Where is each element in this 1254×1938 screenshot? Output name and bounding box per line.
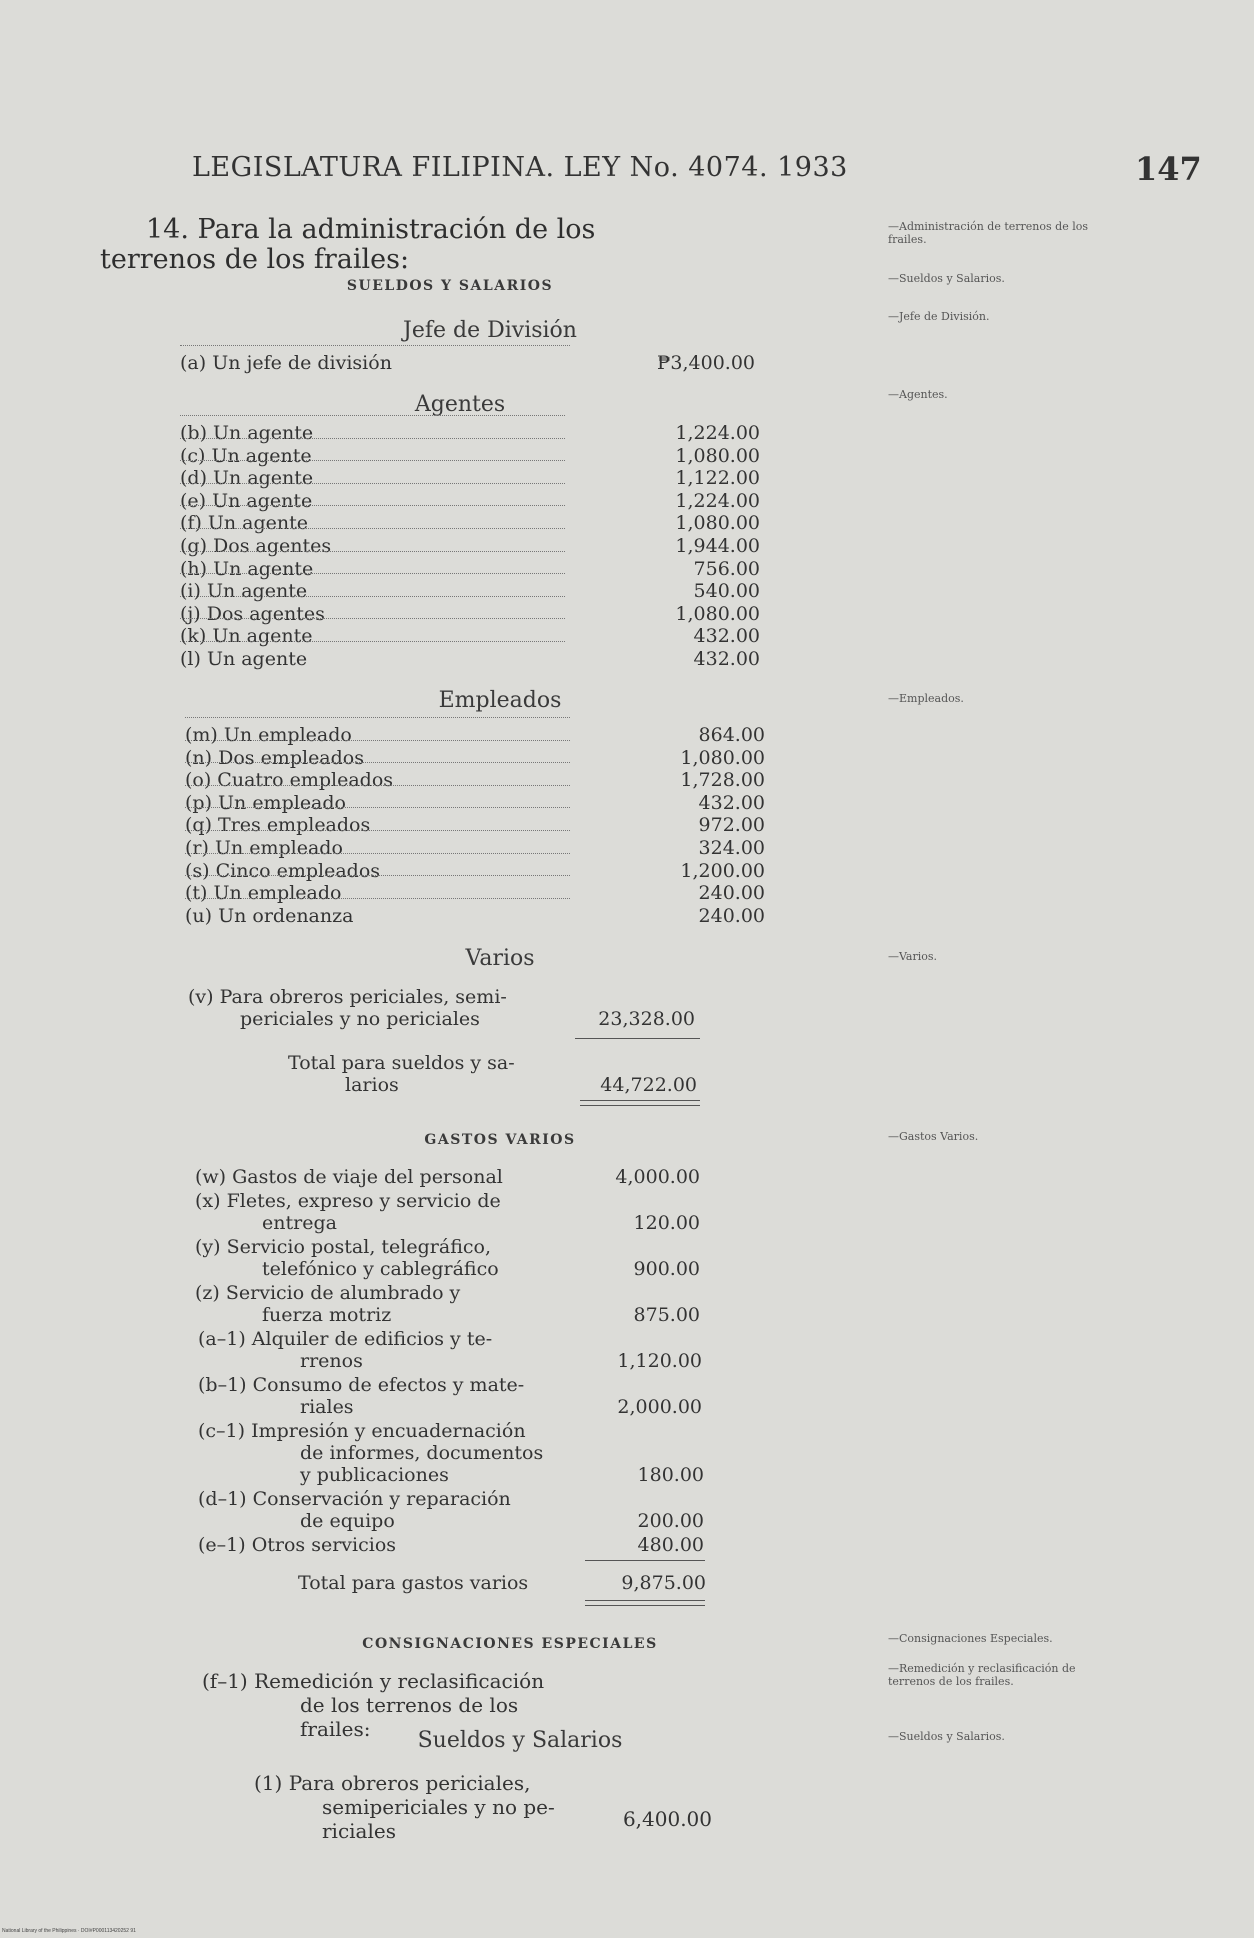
gastos-total-rule (585, 1560, 705, 1561)
gasto-c1-line1: (c–1) Impresión y encuadernación (198, 1420, 526, 1442)
line-item-label: (j) Dos agentes (180, 603, 329, 625)
leader-dots (180, 483, 565, 484)
heading-jefe: Jefe de División (403, 318, 577, 343)
line-item-amount: 240.00 (698, 904, 765, 927)
gasto-z-line1: (z) Servicio de alumbrado y (195, 1282, 461, 1304)
line-item-amount: 1,080.00 (680, 746, 765, 769)
gasto-x-amount: 120.00 (633, 1212, 700, 1234)
line-item-label: (i) Un agente (180, 580, 311, 602)
line-item-amount: 432.00 (693, 625, 760, 648)
margin-note-2: —Sueldos y Salarios. (888, 272, 1005, 285)
gasto-a1-line2: rrenos (300, 1350, 363, 1372)
total-gastos-label: Total para gastos varios (298, 1572, 529, 1594)
line-item-amount: 972.00 (698, 814, 765, 837)
line-item-amount: 1,080.00 (675, 512, 760, 535)
line-item-label: (f) Un agente (180, 512, 312, 534)
item1-line3: riciales (322, 1819, 396, 1843)
leader-dots (185, 807, 570, 808)
leader-dots (180, 345, 570, 346)
line-item-label: (m) Un empleado (185, 724, 356, 746)
item1-line2: semipericiales y no pe- (322, 1795, 555, 1819)
margin-note-4: —Agentes. (888, 388, 948, 401)
section-intro: 14. Para la administración de los terrenos de los frailes: (100, 214, 596, 275)
leader-dots (180, 528, 565, 529)
line-item-label: (l) Un agente (180, 648, 311, 670)
line-item-amount: 1,080.00 (675, 444, 760, 467)
heading-sueldos: SUELDOS Y SALARIOS (346, 278, 554, 294)
margin-note-9: —Remedición y reclasificación de terrenos de los frailes. (888, 1662, 1076, 1688)
leader-dots (185, 875, 570, 876)
line-item-amount: 864.00 (698, 724, 765, 746)
gasto-d1-line2: de equipo (300, 1510, 395, 1532)
varios-v-amount: 23,328.00 (598, 1008, 695, 1030)
total-rule (575, 1038, 700, 1039)
heading-gastos: GASTOS VARIOS (424, 1132, 576, 1148)
gasto-y-line1: (y) Servicio postal, telegráfico, (195, 1236, 491, 1258)
total-sueldos-line1: Total para sueldos y sa- (288, 1052, 515, 1074)
line-item-amount: 432.00 (693, 648, 760, 670)
f1-line1: (f–1) Remedición y reclasificación (202, 1669, 545, 1693)
leader-dots (185, 785, 570, 786)
leader-dots (185, 830, 570, 831)
line-item-label: (t) Un empleado (185, 882, 345, 904)
gasto-c1-line3: y publicaciones (300, 1464, 449, 1486)
line-item-label: (h) Un agente (180, 558, 317, 580)
line-item-label: (s) Cinco empleados (185, 860, 384, 882)
gasto-b1-line2: riales (300, 1396, 354, 1418)
varios-v-line1: (v) Para obreros periciales, semi- (188, 986, 507, 1008)
line-item-label: (g) Dos agentes (180, 535, 335, 557)
line-item-amount: 1,224.00 (675, 489, 760, 512)
margin-note-8: —Consignaciones Especiales. (888, 1632, 1053, 1645)
gastos-double-rule-top (585, 1600, 705, 1601)
gasto-d1-amount: 200.00 (637, 1510, 704, 1532)
f1-line2: de los terrenos de los (300, 1693, 519, 1717)
heading-varios: Varios (465, 946, 535, 971)
gasto-c1-amount: 180.00 (637, 1464, 704, 1486)
margin-note-3: —Jefe de División. (888, 310, 990, 323)
line-item-amount: 1,122.00 (675, 467, 760, 490)
line-item-label: (c) Un agente (180, 445, 316, 467)
line-item-amount: 1,080.00 (675, 602, 760, 625)
margin-note-6: —Varios. (888, 950, 938, 963)
footer-credit: National Library of the Philippines · DOI#P000113420252 91 (2, 1928, 136, 1934)
gasto-b1-line1: (b–1) Consumo de efectos y mate- (198, 1374, 525, 1396)
line-item-amount: 756.00 (693, 557, 760, 580)
leader-dots (180, 596, 565, 597)
line-item-label: (u) Un ordenanza (185, 905, 357, 927)
gasto-e1-line1: (e–1) Otros servicios (198, 1534, 397, 1556)
running-title: LEGISLATURA FILIPINA. LEY No. 4074. 1933 (192, 152, 848, 183)
gasto-b1-amount: 2,000.00 (617, 1396, 702, 1418)
margin-note-1: —Administración de terrenos de los frailes. (888, 220, 1088, 246)
line-item-label: (e) Un agente (180, 490, 316, 512)
line-item-label: (d) Un agente (180, 467, 317, 489)
item1-line1: (1) Para obreros periciales, (254, 1771, 531, 1795)
leader-dots (180, 460, 565, 461)
heading-empleados: Empleados (438, 688, 562, 713)
leader-dots (185, 762, 570, 763)
double-rule-bottom (580, 1105, 700, 1106)
total-sueldos-amount: 44,722.00 (600, 1074, 697, 1096)
gasto-e1-amount: 480.00 (637, 1534, 704, 1556)
gasto-x-line2: entrega (262, 1212, 337, 1234)
line-item-amount: 432.00 (698, 791, 765, 814)
gasto-y-amount: 900.00 (633, 1258, 700, 1280)
line-item-label: (p) Un empleado (185, 792, 350, 814)
leader-dots (180, 618, 565, 619)
leader-dots (180, 641, 565, 642)
line-item-amount: 324.00 (698, 837, 765, 859)
heading-consignaciones: CONSIGNACIONES ESPECIALES (362, 1636, 658, 1652)
gasto-a1-amount: 1,120.00 (617, 1350, 702, 1372)
total-gastos-amount: 9,875.00 (621, 1572, 706, 1594)
line-item-label: (b) Un agente (180, 422, 317, 444)
leader-dots (180, 573, 565, 574)
total-sueldos-line2: larios (345, 1074, 399, 1096)
line-item-label: (o) Cuatro empleados (185, 769, 397, 791)
leader-dots (185, 853, 570, 854)
gasto-z-amount: 875.00 (633, 1304, 700, 1326)
line-item-amount: 1,200.00 (680, 859, 765, 882)
gasto-d1-line1: (d–1) Conservación y reparación (198, 1488, 511, 1510)
margin-note-10: —Sueldos y Salarios. (888, 1730, 1005, 1743)
line-item-amount: 1,224.00 (675, 422, 760, 444)
heading-sueldos-sub: Sueldos y Salarios (417, 1728, 623, 1753)
gasto-a1-line1: (a–1) Alquiler de edificios y te- (198, 1328, 493, 1350)
f1-line3: frailes: (300, 1717, 371, 1741)
line-item-label: (q) Tres empleados (185, 814, 374, 836)
gastos-double-rule-bottom (585, 1605, 705, 1606)
double-rule-top (580, 1100, 700, 1101)
leader-dots (180, 505, 565, 506)
leader-dots (185, 898, 570, 899)
line-item-label: (r) Un empleado (185, 837, 347, 859)
line-item-amount: 1,944.00 (675, 535, 760, 557)
margin-note-5: —Empleados. (888, 692, 964, 705)
leader-dots (180, 415, 565, 416)
line-item-label: (n) Dos empleados (185, 747, 368, 769)
leader-dots (180, 438, 565, 439)
gasto-x-line1: (x) Fletes, expreso y servicio de (195, 1190, 501, 1212)
leader-dots (180, 551, 565, 552)
line-item-label: (k) Un agente (180, 625, 317, 647)
gasto-c1-line2: de informes, documentos (300, 1442, 544, 1464)
varios-v-line2: periciales y no periciales (240, 1008, 480, 1030)
margin-note-7: —Gastos Varios. (888, 1130, 979, 1143)
line-item-amount: ₱3,400.00 (656, 352, 755, 374)
leader-dots (185, 740, 570, 741)
gasto-w-line1: (w) Gastos de viaje del personal (195, 1166, 503, 1188)
gasto-w-amount: 4,000.00 (615, 1166, 700, 1188)
leader-dots (185, 717, 570, 718)
item1-amount: 6,400.00 (622, 1807, 712, 1831)
page-number: 147 (1135, 150, 1202, 188)
gasto-z-line2: fuerza motriz (262, 1304, 392, 1326)
heading-agentes: Agentes (414, 392, 506, 417)
line-item-amount: 540.00 (693, 580, 760, 603)
line-item-label: (a) Un jefe de división (180, 352, 396, 374)
line-item-amount: 1,728.00 (680, 769, 765, 792)
line-item-amount: 240.00 (698, 882, 765, 905)
gasto-y-line2: telefónico y cablegráfico (262, 1258, 499, 1280)
